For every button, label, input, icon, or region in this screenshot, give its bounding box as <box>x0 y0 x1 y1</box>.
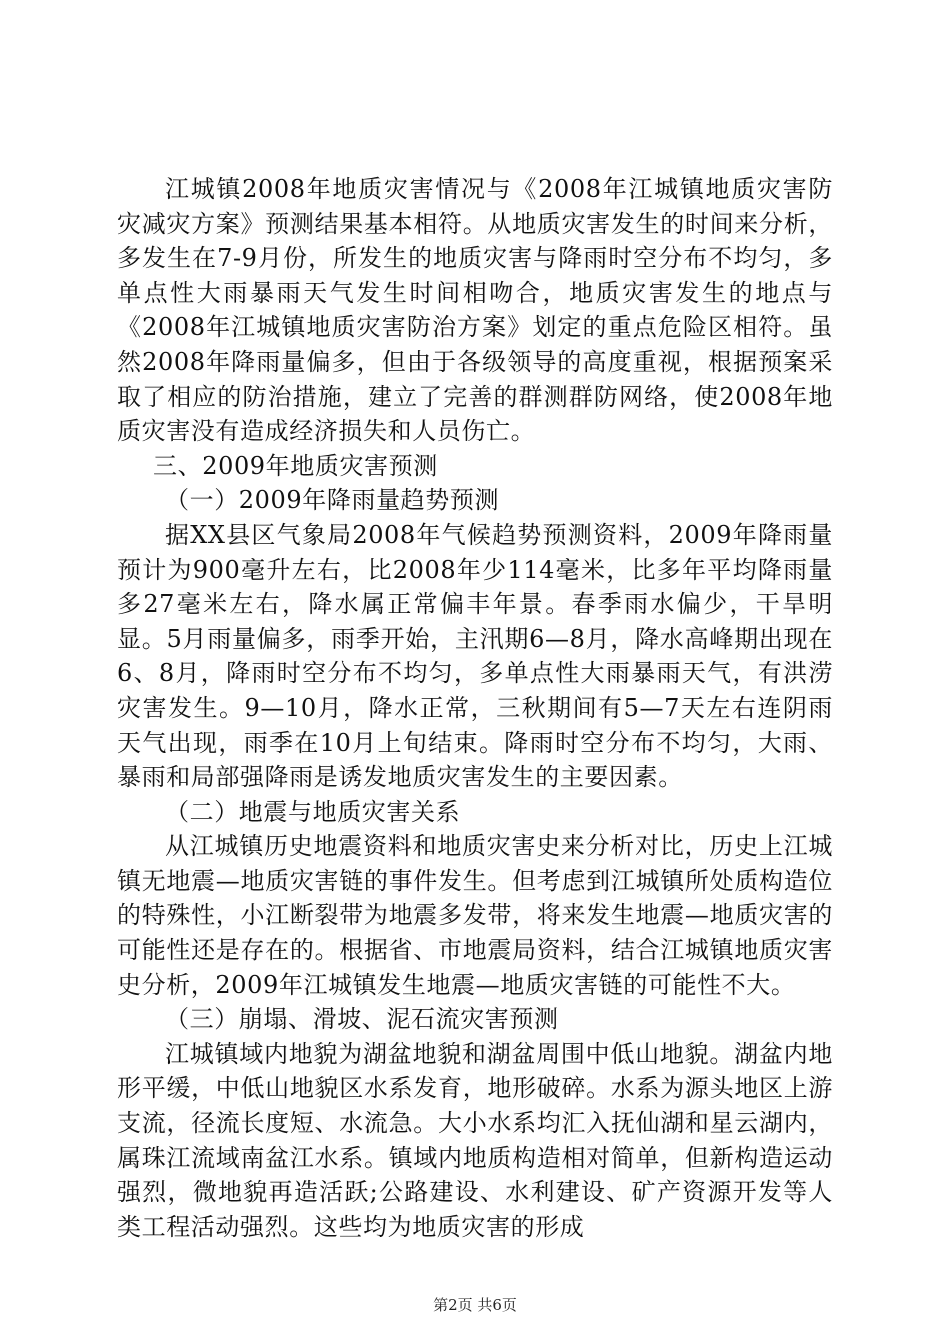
subsection-heading-landslide: （三）崩塌、滑坡、泥石流灾害预测 <box>165 1005 559 1034</box>
section-heading-2009-forecast: 三、2009年地质灾害预测 <box>153 451 438 480</box>
paragraph-landslide-forecast: 江城镇域内地貌为湖盆地貌和湖盆周围中低山地貌。湖盆内地形平缓，中低山地貌区水系发育，地形破碎。水系为源头地区上游支流，径流长度短、水流急。大小水系均汇入抚仙湖和星云湖内，属珠江流域南盆江水系。镇域内地质构造相对简单，但新构造运动强烈，微地貌再造活跃;公路建设、水利建设、矿产资源开发等人类工程活动强烈。这些均为地质灾害的形成 <box>117 1039 833 1241</box>
subsection-heading-earthquake: （二）地震与地质灾害关系 <box>165 797 461 826</box>
paragraph-rainfall-forecast: 据XX县区气象局2008年气候趋势预测资料，2009年降雨量预计为900毫升左右，比2008年少114毫米，比多年平均降雨量多27毫米左右，降水属正常偏丰年景。春季雨水偏少，干旱明显。5月雨量偏多，雨季开始，主汛期6—8月，降水高峰期出现在6、8月，降雨时空分布不均匀，多单点性大雨暴雨天气，有洪涝灾害发生。9—10月，降水正常，三秋期间有5—7天左右连阴雨天气出现，雨季在10月上旬结束。降雨时空分布不均匀，大雨、暴雨和局部强降雨是诱发地质灾害发生的主要因素。 <box>117 520 833 792</box>
paragraph-earthquake-relation: 从江城镇历史地震资料和地质灾害史来分析对比，历史上江城镇无地震—地质灾害链的事件发生。但考虑到江城镇所处质构造位的特殊性，小江断裂带为地震多发带，将来发生地震—地质灾害的可能性还是存在的。根据省、市地震局资料，结合江城镇地质灾害史分析，2009年江城镇发生地震—地质灾害链的可能性不大。 <box>117 832 833 999</box>
page-number-footer: 第2页 共6页 <box>433 1296 517 1314</box>
paragraph-2008-summary: 江城镇2008年地质灾害情况与《2008年江城镇地质灾害防灾减灾方案》预测结果基本相符。从地质灾害发生的时间来分析，多发生在7-9月份，所发生的地质灾害与降雨时空分布不均匀，多单点性大雨暴雨天气发生时间相吻合，地质灾害发生的地点与《2008年江城镇地质灾害防治方案》划定的重点危险区相符。虽然2008年降雨量偏多，但由于各级领导的高度重视，根据预案采取了相应的防治措施，建立了完善的群测群防网络，使2008年地质灾害没有造成经济损失和人员伤亡。 <box>117 175 833 446</box>
document-body <box>117 172 833 1244</box>
subsection-heading-rainfall: （一）2009年降雨量趋势预测 <box>165 486 500 515</box>
